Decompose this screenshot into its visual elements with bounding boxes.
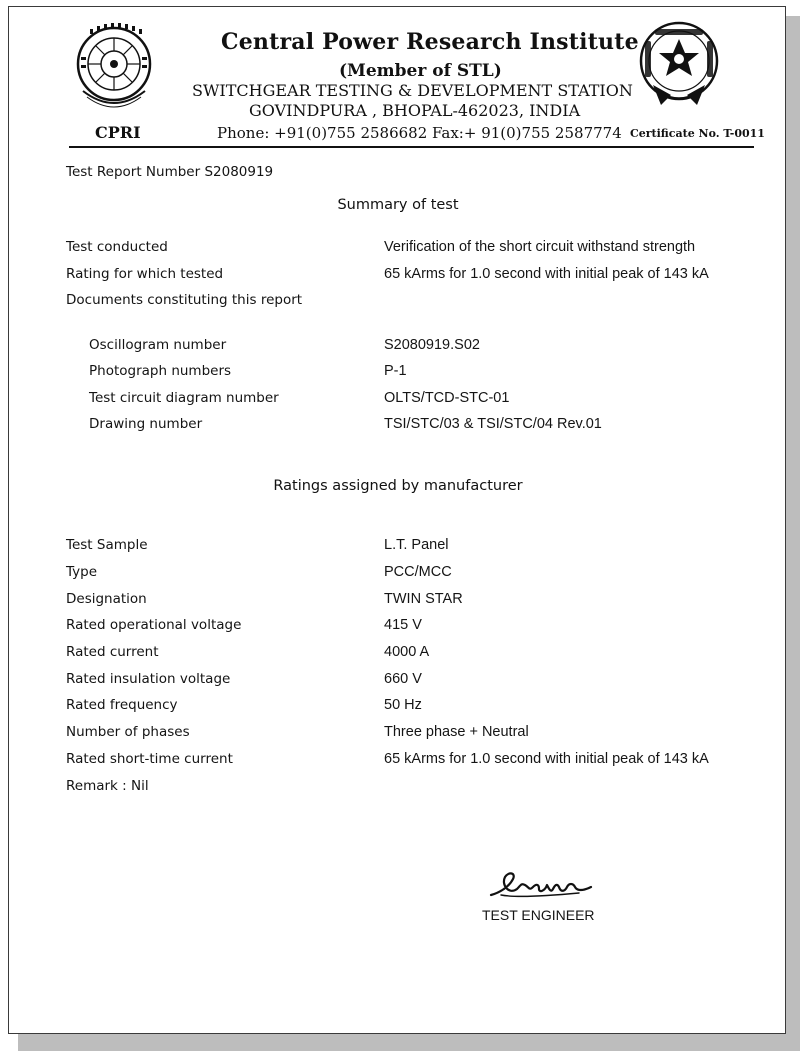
certificate-number: Certificate No. T-0011: [630, 127, 765, 140]
doc-value-drawing: TSI/STC/03 & TSI/STC/04 Rev.01: [384, 416, 602, 432]
rating-label-insulation-voltage: Rated insulation voltage: [66, 671, 231, 687]
membership-line: (Member of STL): [339, 61, 502, 81]
doc-label-drawing: Drawing number: [89, 416, 203, 432]
rating-label-type: Type: [66, 564, 98, 580]
rating-value-test-sample: L.T. Panel: [384, 537, 449, 553]
engineer-signature: [487, 865, 599, 905]
rating-value-insulation-voltage: 660 V: [384, 671, 422, 687]
document-page: [8, 6, 786, 1034]
summary-label-test-conducted: Test conducted: [66, 239, 168, 255]
summary-value-rating: 65 kArms for 1.0 second with initial peak of 143 kA: [384, 266, 709, 282]
accreditation-emblem: [631, 19, 727, 115]
rating-label-rated-current: Rated current: [66, 644, 159, 660]
doc-label-circuit-diagram: Test circuit diagram number: [89, 390, 279, 406]
rating-label-short-time-current: Rated short-time current: [66, 751, 233, 767]
doc-value-oscillogram: S2080919.S02: [384, 337, 480, 353]
rating-label-test-sample: Test Sample: [66, 537, 148, 553]
rating-value-short-time-current: 65 kArms for 1.0 second with initial peak of 143 kA: [384, 751, 709, 767]
phone-fax-line: Phone: +91(0)755 2586682 Fax:+ 91(0)755 2587774: [217, 124, 622, 142]
cpri-seal-logo: [71, 17, 157, 125]
summary-label-documents: Documents constituting this report: [66, 292, 303, 308]
doc-value-photograph: P-1: [384, 363, 407, 379]
rating-label-designation: Designation: [66, 591, 147, 607]
rating-value-type: PCC/MCC: [384, 564, 452, 580]
rating-label-phases: Number of phases: [66, 724, 190, 740]
rating-label-frequency: Rated frequency: [66, 697, 178, 713]
address-line: GOVINDPURA , BHOPAL-462023, INDIA: [249, 101, 581, 120]
summary-value-test-conducted: Verification of the short circuit withstand strength: [384, 239, 696, 255]
rating-label-operational-voltage: Rated operational voltage: [66, 617, 242, 633]
doc-label-oscillogram: Oscillogram number: [89, 337, 227, 353]
cpri-logo-label: CPRI: [95, 123, 141, 142]
test-engineer-title: TEST ENGINEER: [482, 907, 595, 923]
rating-value-designation: TWIN STAR: [384, 591, 463, 607]
doc-label-photograph: Photograph numbers: [89, 363, 232, 379]
ratings-title: Ratings assigned by manufacturer: [273, 478, 523, 494]
station-name: SWITCHGEAR TESTING & DEVELOPMENT STATION: [192, 81, 633, 100]
rating-value-phases: Three phase + Neutral: [384, 724, 529, 740]
summary-title: Summary of test: [337, 197, 459, 213]
rating-value-operational-voltage: 415 V: [384, 617, 422, 633]
summary-label-rating: Rating for which tested: [66, 266, 224, 282]
rating-value-rated-current: 4000 A: [384, 644, 430, 660]
report-number: Test Report Number S2080919: [66, 164, 274, 180]
letterhead-divider: [69, 146, 754, 148]
rating-value-frequency: 50 Hz: [384, 697, 422, 713]
remark-line: Remark : Nil: [66, 778, 149, 794]
institute-name: Central Power Research Institute: [221, 29, 639, 55]
doc-value-circuit-diagram: OLTS/TCD-STC-01: [384, 390, 510, 406]
